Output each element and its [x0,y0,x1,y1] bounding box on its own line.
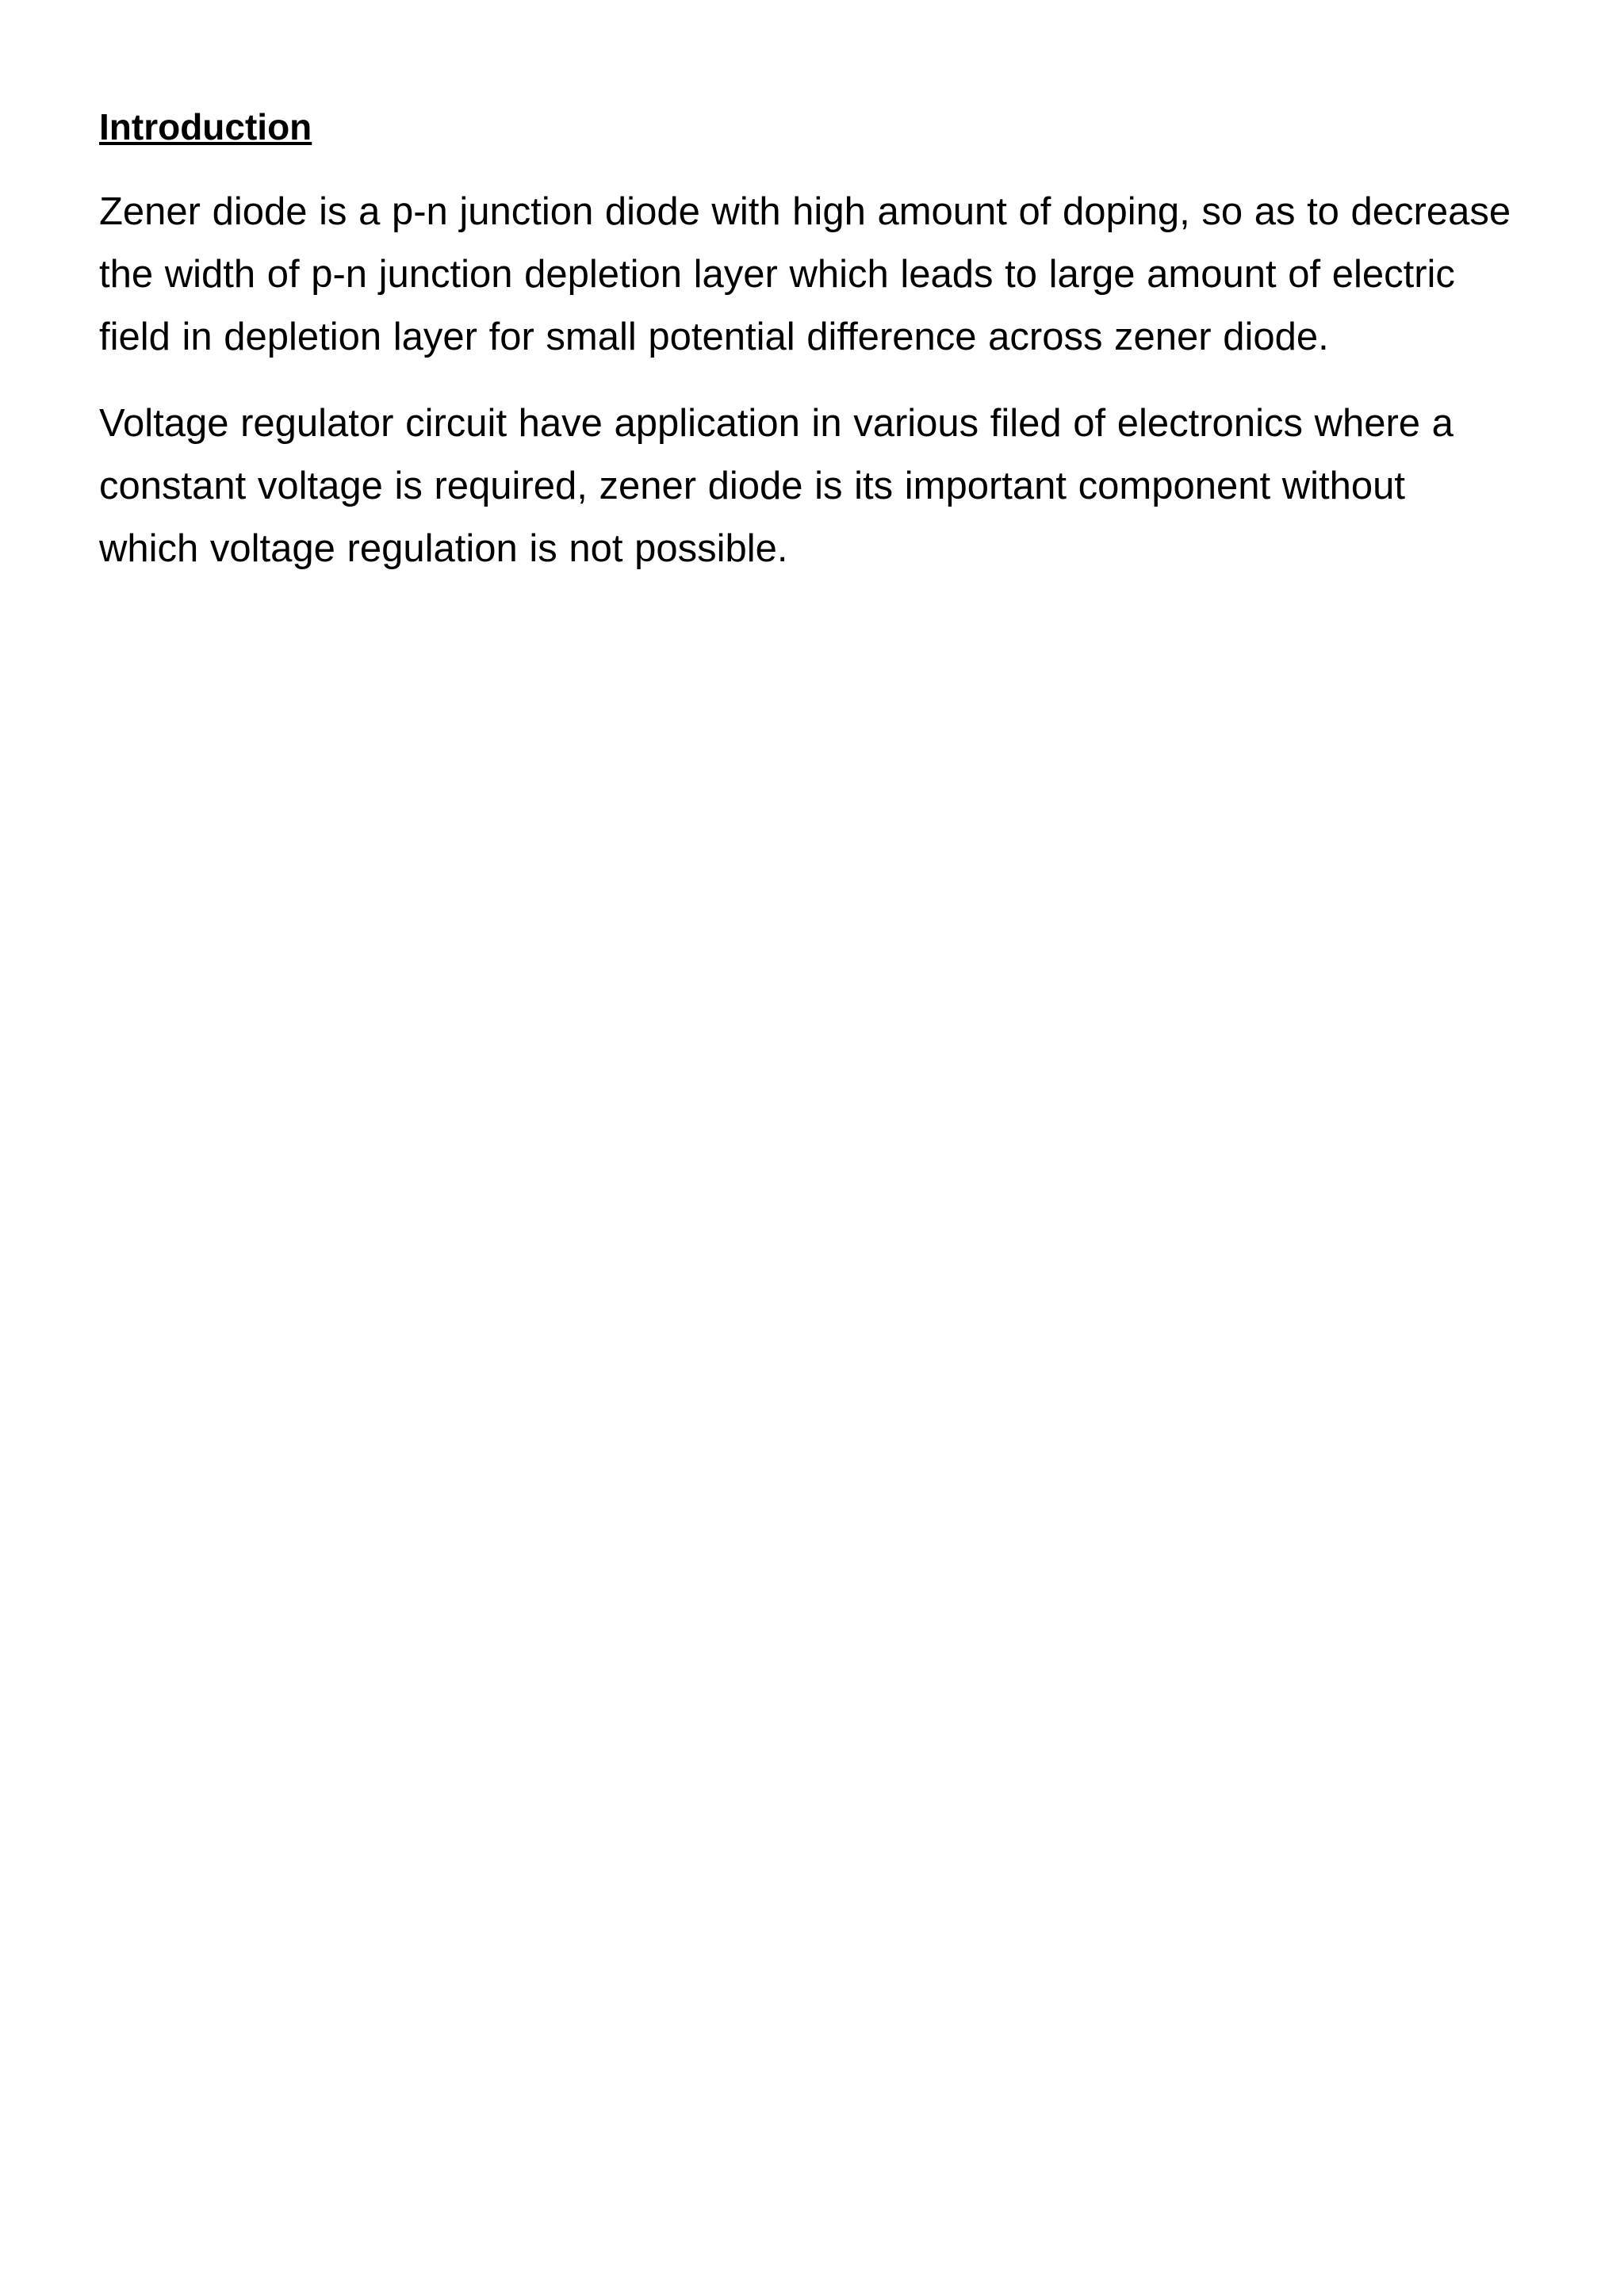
page-content [99,101,1515,604]
paragraph-zener-definition: Zener diode is a p-n junction diode with high amount of doping, so as to decrease the width of p-n junction depletion layer which leads to large amount of electric field in depletion layer for small potential difference across zener diode. [99,190,1511,358]
paragraph-voltage-regulator: Voltage regulator circuit have application in various filed of electronics where a constant voltage is required, zener diode is its important component without which voltage regulation is not possible. [99,402,1454,570]
section-heading: Introduction [99,106,312,147]
